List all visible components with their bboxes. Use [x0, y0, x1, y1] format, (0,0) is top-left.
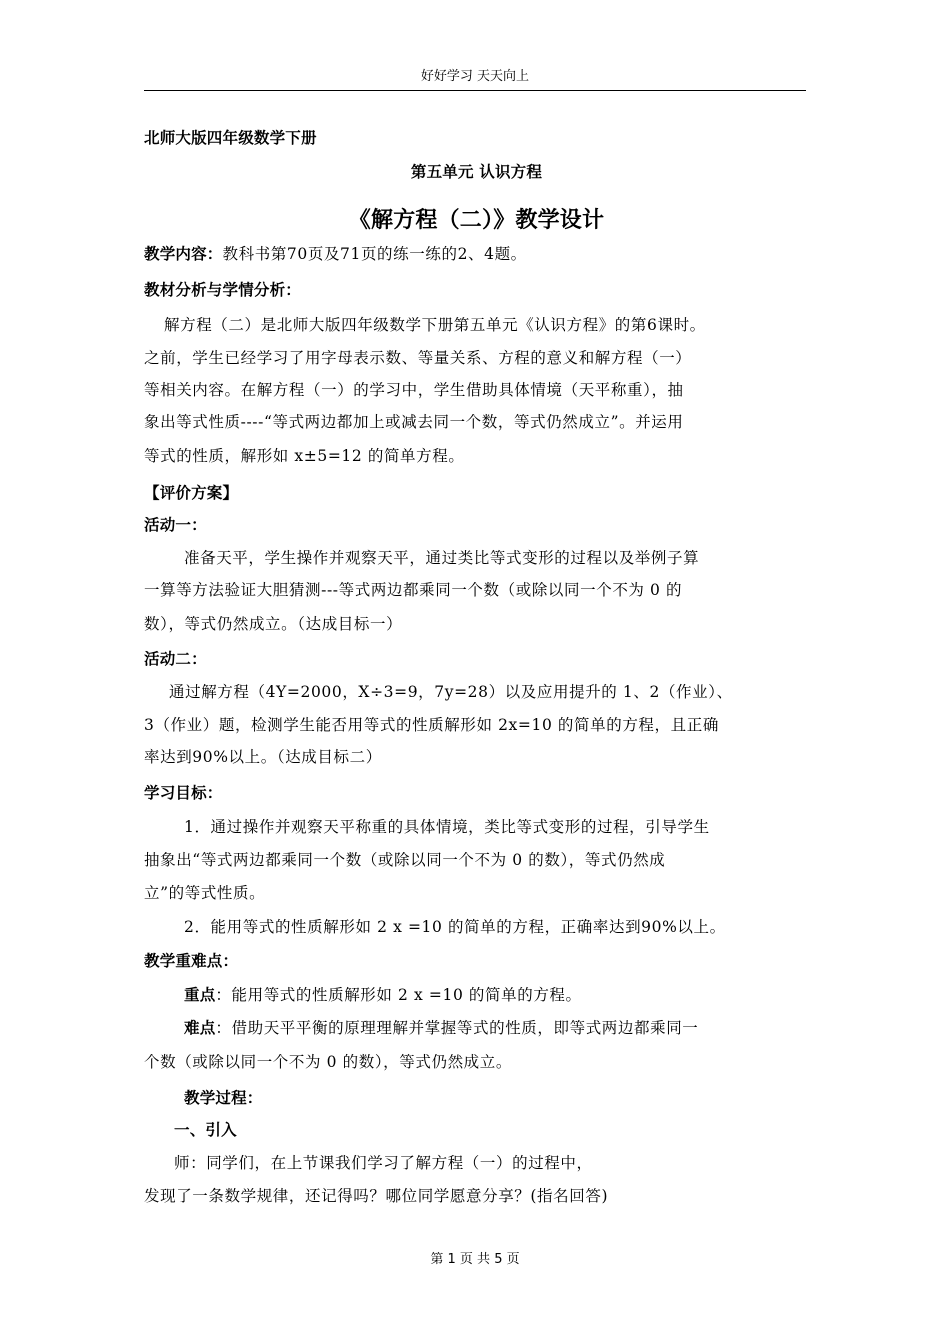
key-label: 重点 — [184, 986, 216, 1004]
intro-line: 师：同学们，在上节课我们学习了解方程（一）的过程中， — [174, 1154, 593, 1172]
goals-line: 抽象出“等式两边都乘同一个数（或除以同一个不为 0 的数），等式仍然成 — [144, 851, 666, 869]
document-title: 《解方程（二）》教学设计 — [348, 208, 605, 233]
activity2-heading: 活动二： — [144, 650, 207, 668]
series-line: 北师大版四年级数学下册 — [144, 129, 317, 147]
activity2-line: 3（作业）题，检测学生能否用等式的性质解形如 2x=10 的简单的方程，且正确 — [144, 716, 719, 734]
key-point — [144, 983, 849, 1005]
activity2-line: 通过解方程（4Y=2000，X÷3=9，7y=28）以及应用提升的 1、2（作业）、 — [169, 683, 733, 701]
intro-heading: 一、引入 — [174, 1121, 237, 1139]
teaching-content — [144, 242, 809, 264]
difficulty-line: 个数（或除以同一个不为 0 的数），等式仍然成立。 — [144, 1053, 512, 1071]
analysis-line: 等相关内容。在解方程（一）的学习中，学生借助具体情境（天平称重），抽 — [144, 381, 684, 399]
key-text: ：能用等式的性质解形如 2 x =10 的简单的方程。 — [215, 986, 582, 1004]
key-points-heading: 教学重难点： — [144, 952, 239, 970]
goals-line: 1．通过操作并观察天平称重的具体情境，类比等式变形的过程，引导学生 — [184, 818, 710, 836]
activity1-line: 一算等方法验证大胆猜测---等式两边都乘同一个数（或除以同一个不为 0 的 — [144, 581, 683, 599]
evaluation-heading: 【评价方案】 — [144, 484, 239, 502]
page-header — [144, 66, 806, 91]
content-label: 教学内容： — [144, 245, 223, 263]
activity1-line: 数），等式仍然成立。（达成目标一） — [144, 615, 403, 633]
analysis-line: 解方程（二）是北师大版四年级数学下册第五单元《认识方程》的第6课时。 — [164, 316, 706, 334]
unit-title: 第五单元 认识方程 — [410, 163, 543, 181]
page-number: 第 1 页 共 5 页 — [430, 1252, 520, 1267]
process-heading: 教学过程： — [184, 1089, 263, 1107]
difficulty-label: 难点 — [184, 1019, 216, 1037]
activity1-line: 准备天平，学生操作并观察天平，通过类比等式变形的过程以及举例子算 — [184, 549, 700, 567]
activity2-line: 率达到90%以上。（达成目标二） — [144, 748, 382, 766]
header-text: 好好学习 天天向上 — [420, 69, 530, 84]
goals-line: 立”的等式性质。 — [144, 884, 266, 902]
intro-line: 发现了一条数学规律，还记得吗？哪位同学愿意分享？(指名回答) — [144, 1187, 609, 1205]
difficulty-point — [144, 1016, 849, 1038]
page-footer — [144, 1248, 806, 1267]
activity1-heading: 活动一： — [144, 516, 207, 534]
analysis-line: 等式的性质，解形如 x±5=12 的简单方程。 — [144, 447, 465, 465]
analysis-line: 象出等式性质----“等式两边都加上或减去同一个数，等式仍然成立”。并运用 — [144, 413, 684, 431]
analysis-heading: 教材分析与学情分析： — [144, 281, 302, 299]
content-text: 教科书第70页及71页的练一练的2、4题。 — [222, 245, 527, 263]
goals-heading: 学习目标： — [144, 784, 223, 802]
analysis-line: 之前，学生已经学习了用字母表示数、等量关系、方程的意义和解方程（一） — [144, 349, 692, 367]
goals-line: 2．能用等式的性质解形如 2 x =10 的简单的方程，正确率达到90%以上。 — [184, 918, 726, 936]
difficulty-text: ：借助天平平衡的原理理解并掌握等式的性质，即等式两边都乘同一 — [215, 1019, 699, 1037]
